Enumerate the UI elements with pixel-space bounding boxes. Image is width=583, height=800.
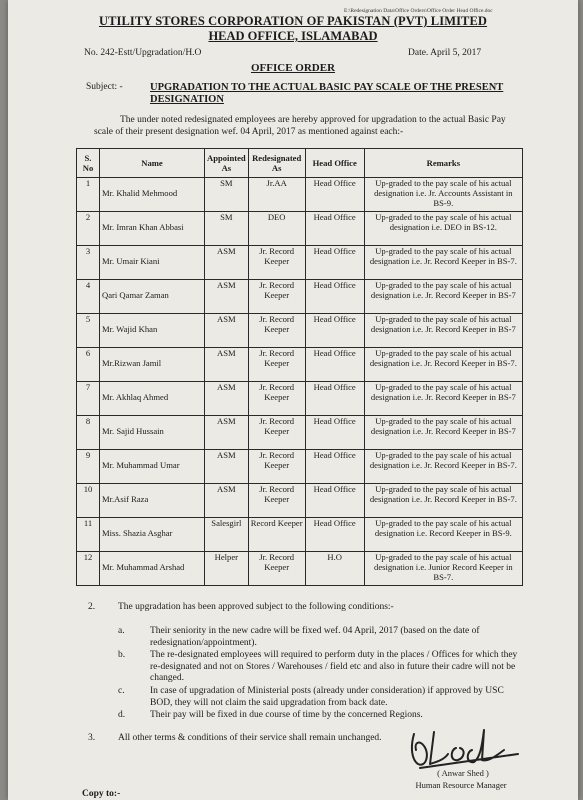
condition-a-label: a. (118, 626, 125, 636)
cell-appointed: ASM (205, 348, 249, 382)
file-path: E:\Redesignation Data\Office Orders\Office Order Head Office.doc (344, 8, 493, 14)
order-date: Date. April 5, 2017 (408, 48, 482, 58)
cell-remarks: Up-graded to the pay scale of his actual designation i.e. DEO in BS-12. (364, 212, 522, 246)
intro-paragraph: The under noted redesignated employees are hereby approved for upgradation to the actual Basic Pay scale of their present designation wef. 04 April, 2017 as mentioned against each:- (94, 115, 506, 137)
employee-name: Mr. Muhammad Umar (102, 460, 180, 470)
cell-redesignated: Jr. Record Keeper (248, 552, 305, 586)
subject-label: Subject: - (86, 82, 123, 92)
cell-redesignated: Jr. Record Keeper (248, 348, 305, 382)
employee-name: Mr. Sajid Hussain (102, 426, 164, 436)
para-2-number: 2. (88, 602, 96, 612)
reference-number: No. 242-Estt/Upgradation/H.O (84, 48, 202, 58)
table-row (77, 450, 523, 484)
condition-d-label: d. (118, 710, 126, 720)
cell-sno: 1 (77, 178, 100, 212)
cell-remarks: Up-graded to the pay scale of his actual designation i.e. Jr. Record Keeper in BS-7. (364, 348, 522, 382)
employee-name: Mr. Wajid Khan (102, 324, 158, 334)
cell-appointed: ASM (205, 484, 249, 518)
table-row (77, 552, 523, 586)
cell-appointed: Helper (205, 552, 249, 586)
cell-remarks: Up-graded to the pay scale of his actual designation i.e. Jr. Accounts Assistant in BS-9. (364, 178, 522, 212)
employee-name: Qari Qamar Zaman (102, 290, 169, 300)
cell-sno: 6 (77, 348, 100, 382)
cell-appointed: ASM (205, 382, 249, 416)
subject-text: UPGRADATION TO THE ACTUAL BASIC PAY SCALE OF THE PRESENT DESIGNATION (150, 82, 504, 105)
cell-office: Head Office (305, 212, 364, 246)
cell-appointed: SM (205, 178, 249, 212)
header-redesignated: Redesignated As (248, 149, 305, 178)
employee-name: Mr. Khalid Mehmood (102, 188, 178, 198)
cell-remarks: Up-graded to the pay scale of his actual designation i.e. Jr. Record Keeper in BS-7 (364, 382, 522, 416)
employee-name: Mr.Asif Raza (102, 494, 149, 504)
cell-remarks: Up-graded to the pay scale of his actual designation i.e. Jr. Record Keeper in BS-7. (364, 246, 522, 280)
cell-redesignated: Jr. Record Keeper (248, 314, 305, 348)
cell-remarks: Up-graded to the pay scale of his actual designation i.e. Jr. Record Keeper in BS-7. (364, 450, 522, 484)
cell-name (100, 280, 205, 314)
signature-scribble (400, 724, 530, 772)
table-row (77, 382, 523, 416)
cell-remarks: Up-graded to the pay scale of his actual designation i.e. Jr. Record Keeper in BS-7 (364, 416, 522, 450)
cell-sno: 2 (77, 212, 100, 246)
cell-sno: 8 (77, 416, 100, 450)
cell-name (100, 416, 205, 450)
cell-office: Head Office (305, 450, 364, 484)
copy-to-label: Copy to:- (82, 789, 121, 799)
employee-name: Mr.Rizwan Jamil (102, 358, 162, 368)
cell-office: Head Office (305, 382, 364, 416)
employees-table (76, 148, 523, 586)
cell-name (100, 314, 205, 348)
cell-name (100, 382, 205, 416)
table-row (77, 314, 523, 348)
cell-appointed: ASM (205, 246, 249, 280)
employee-name: Mr. Muhammad Arshad (102, 562, 185, 572)
header-sno: S. No (77, 149, 100, 178)
cell-sno: 4 (77, 280, 100, 314)
organization-name: UTILITY STORES CORPORATION OF PAKISTAN (PVT) LIMITED (98, 14, 488, 28)
condition-a-text: Their seniority in the new cadre will be fixed wef. 04 April, 2017 (based on the date of redesignation/appointment). (150, 626, 480, 648)
table-header-row (77, 149, 523, 178)
cell-sno: 10 (77, 484, 100, 518)
table-row (77, 246, 523, 280)
table-row (77, 348, 523, 382)
employee-name: Mr. Akhlaq Ahmed (102, 392, 169, 402)
condition-c-text: In case of upgradation of Ministerial posts (already under consideration) if approved by USC BOD, they will not claim the said upgradation from back date. (150, 686, 504, 708)
cell-sno: 3 (77, 246, 100, 280)
cell-sno: 11 (77, 518, 100, 552)
cell-redesignated: Jr. Record Keeper (248, 450, 305, 484)
cell-office: Head Office (305, 416, 364, 450)
conditions-heading: The upgradation has been approved subject to the following conditions:- (118, 602, 394, 612)
cell-name (100, 348, 205, 382)
cell-appointed: ASM (205, 450, 249, 484)
para-3-text: All other terms & conditions of their service shall remain unchanged. (118, 733, 382, 743)
cell-redesignated: DEO (248, 212, 305, 246)
cell-remarks: Up-graded to the pay scale of his actual designation i.e. Jr. Record Keeper in BS-7 (364, 314, 522, 348)
cell-remarks: Up-graded to the pay scale of his actual designation i.e. Jr. Record Keeper in BS-7. (364, 484, 522, 518)
cell-name (100, 246, 205, 280)
table-row (77, 280, 523, 314)
condition-b-label: b. (118, 650, 126, 660)
order-title: OFFICE ORDER (250, 62, 336, 74)
cell-appointed: ASM (205, 280, 249, 314)
cell-sno: 5 (77, 314, 100, 348)
signer-name: ( Anwar Shed ) (437, 768, 489, 778)
para-3-number: 3. (88, 733, 96, 743)
cell-name (100, 178, 205, 212)
cell-redesignated: Record Keeper (248, 518, 305, 552)
signer-title: Human Resource Manager (415, 780, 507, 790)
condition-d-text: Their pay will be fixed in due course of time by the concerned Regions. (150, 710, 423, 720)
cell-redesignated: Jr. Record Keeper (248, 246, 305, 280)
cell-redesignated: Jr. Record Keeper (248, 484, 305, 518)
cell-office: Head Office (305, 348, 364, 382)
cell-redesignated: Jr. Record Keeper (248, 382, 305, 416)
cell-redesignated: Jr. Record Keeper (248, 280, 305, 314)
employee-name: Miss. Shazia Asghar (102, 528, 173, 538)
cell-appointed: SM (205, 212, 249, 246)
head-office-heading: HEAD OFFICE, ISLAMABAD (208, 29, 378, 43)
cell-office: Head Office (305, 484, 364, 518)
header-name: Name (100, 149, 205, 178)
table-row (77, 484, 523, 518)
table-row (77, 212, 523, 246)
condition-b-text: The re-designated employees will required to perform duty in the places / Offices for which they re-designated and not on Stores / Warehouses / field etc and also in future their cadre will not be changed. (150, 650, 518, 683)
cell-name (100, 518, 205, 552)
header-remarks: Remarks (364, 149, 522, 178)
cell-office: Head Office (305, 178, 364, 212)
cell-remarks: Up-graded to the pay scale of his actual designation i.e. Record Keeper in BS-9. (364, 518, 522, 552)
cell-name (100, 484, 205, 518)
cell-sno: 7 (77, 382, 100, 416)
cell-office: Head Office (305, 518, 364, 552)
cell-remarks: Up-graded to the pay scale of his actual designation i.e. Junior Record Keeper in BS-7. (364, 552, 522, 586)
header-office: Head Office (305, 149, 364, 178)
cell-office: Head Office (305, 314, 364, 348)
cell-name (100, 552, 205, 586)
table-row (77, 178, 523, 212)
header-appointed: Appointed As (205, 149, 249, 178)
cell-office: Head Office (305, 246, 364, 280)
cell-appointed: ASM (205, 416, 249, 450)
cell-appointed: ASM (205, 314, 249, 348)
cell-sno: 12 (77, 552, 100, 586)
cell-redesignated: Jr. Record Keeper (248, 416, 305, 450)
cell-appointed: Salesgirl (205, 518, 249, 552)
table-row (77, 416, 523, 450)
cell-sno: 9 (77, 450, 100, 484)
cell-name (100, 212, 205, 246)
cell-office: H.O (305, 552, 364, 586)
employee-name: Mr. Imran Khan Abbasi (102, 222, 184, 232)
cell-name (100, 450, 205, 484)
table-row (77, 518, 523, 552)
cell-remarks: Up-graded to the pay scale of his actual designation i.e. Jr. Record Keeper in BS-7 (364, 280, 522, 314)
employee-name: Mr. Umair Kiani (102, 256, 160, 266)
condition-c-label: c. (118, 686, 125, 696)
office-order-sheet (8, 0, 578, 800)
cell-office: Head Office (305, 280, 364, 314)
cell-redesignated: Jr.AA (248, 178, 305, 212)
